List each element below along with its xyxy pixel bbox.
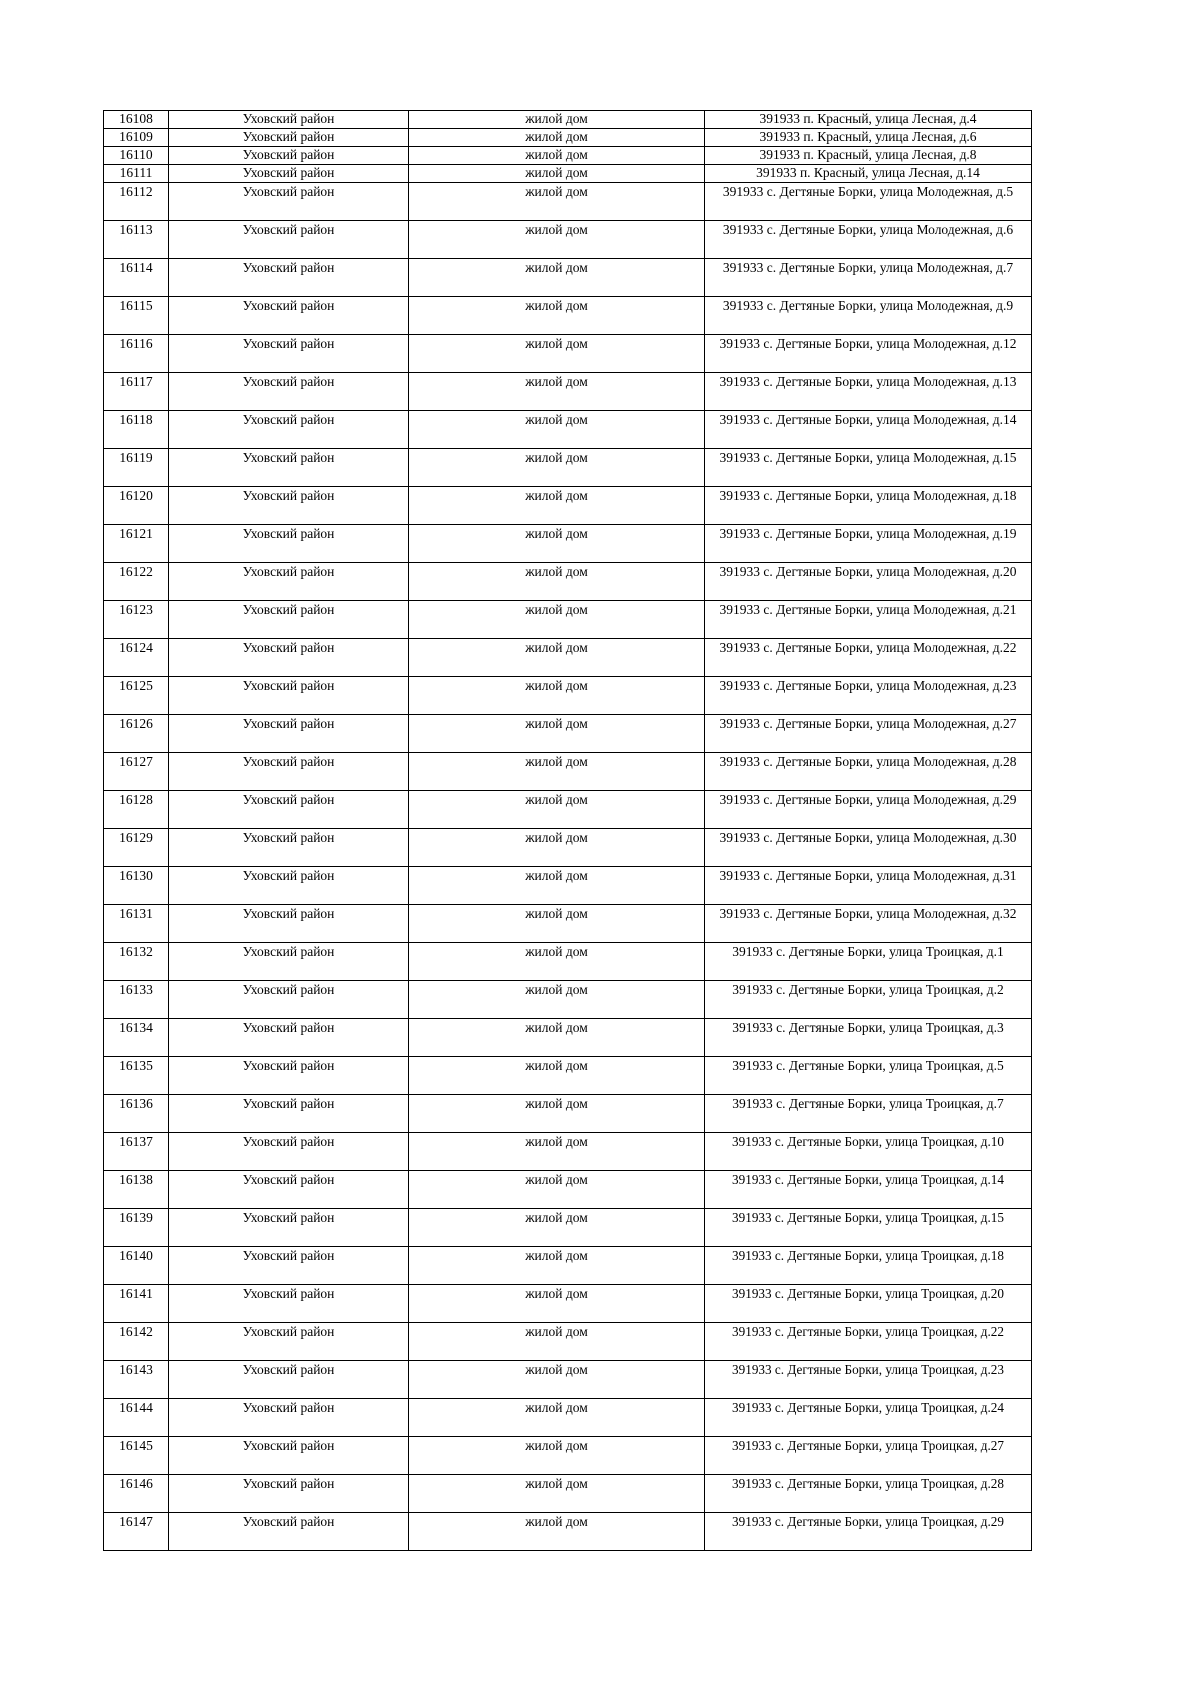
district-cell: Уховский район [169, 373, 409, 411]
table-row [104, 829, 1032, 867]
record-number-cell: 16120 [104, 487, 169, 525]
address-cell: 391933 с. Дегтяные Борки, улица Молодежная, д.30 [705, 829, 1032, 867]
address-cell: 391933 с. Дегтяные Борки, улица Троицкая, д.5 [705, 1057, 1032, 1095]
table-row [104, 1513, 1032, 1551]
record-number-cell: 16115 [104, 297, 169, 335]
district-cell: Уховский район [169, 981, 409, 1019]
district-cell: Уховский район [169, 715, 409, 753]
table-row [104, 1399, 1032, 1437]
object-type-cell: жилой дом [409, 1361, 705, 1399]
record-number-cell: 16133 [104, 981, 169, 1019]
district-cell: Уховский район [169, 943, 409, 981]
district-cell: Уховский район [169, 867, 409, 905]
object-type-cell: жилой дом [409, 183, 705, 221]
address-cell: 391933 с. Дегтяные Борки, улица Молодежная, д.14 [705, 411, 1032, 449]
record-number-cell: 16127 [104, 753, 169, 791]
district-cell: Уховский район [169, 1361, 409, 1399]
record-number-cell: 16129 [104, 829, 169, 867]
record-number-cell: 16136 [104, 1095, 169, 1133]
record-number-cell: 16109 [104, 129, 169, 147]
object-type-cell: жилой дом [409, 1513, 705, 1551]
object-type-cell: жилой дом [409, 1437, 705, 1475]
record-number-cell: 16116 [104, 335, 169, 373]
record-number-cell: 16119 [104, 449, 169, 487]
object-type-cell: жилой дом [409, 1475, 705, 1513]
district-cell: Уховский район [169, 147, 409, 165]
district-cell: Уховский район [169, 297, 409, 335]
table-row [104, 1323, 1032, 1361]
record-number-cell: 16134 [104, 1019, 169, 1057]
record-number-cell: 16118 [104, 411, 169, 449]
address-cell: 391933 с. Дегтяные Борки, улица Молодежная, д.22 [705, 639, 1032, 677]
address-cell: 391933 с. Дегтяные Борки, улица Троицкая, д.23 [705, 1361, 1032, 1399]
table-row [104, 221, 1032, 259]
object-type-cell: жилой дом [409, 165, 705, 183]
district-cell: Уховский район [169, 525, 409, 563]
table-row [104, 411, 1032, 449]
district-cell: Уховский район [169, 563, 409, 601]
district-cell: Уховский район [169, 1209, 409, 1247]
address-cell: 391933 с. Дегтяные Борки, улица Молодежная, д.28 [705, 753, 1032, 791]
object-type-cell: жилой дом [409, 601, 705, 639]
address-cell: 391933 с. Дегтяные Борки, улица Молодежная, д.15 [705, 449, 1032, 487]
record-number-cell: 16131 [104, 905, 169, 943]
object-type-cell: жилой дом [409, 1019, 705, 1057]
table-row [104, 1285, 1032, 1323]
district-cell: Уховский район [169, 129, 409, 147]
address-cell: 391933 с. Дегтяные Борки, улица Троицкая, д.27 [705, 1437, 1032, 1475]
table-row [104, 905, 1032, 943]
record-number-cell: 16141 [104, 1285, 169, 1323]
address-cell: 391933 с. Дегтяные Борки, улица Троицкая, д.28 [705, 1475, 1032, 1513]
district-cell: Уховский район [169, 1247, 409, 1285]
address-cell: 391933 п. Красный, улица Лесная, д.6 [705, 129, 1032, 147]
object-type-cell: жилой дом [409, 297, 705, 335]
object-type-cell: жилой дом [409, 981, 705, 1019]
object-type-cell: жилой дом [409, 1247, 705, 1285]
object-type-cell: жилой дом [409, 335, 705, 373]
address-table-body [104, 111, 1032, 1551]
object-type-cell: жилой дом [409, 111, 705, 129]
record-number-cell: 16123 [104, 601, 169, 639]
object-type-cell: жилой дом [409, 373, 705, 411]
object-type-cell: жилой дом [409, 525, 705, 563]
object-type-cell: жилой дом [409, 221, 705, 259]
object-type-cell: жилой дом [409, 487, 705, 525]
address-cell: 391933 п. Красный, улица Лесная, д.14 [705, 165, 1032, 183]
record-number-cell: 16113 [104, 221, 169, 259]
object-type-cell: жилой дом [409, 129, 705, 147]
object-type-cell: жилой дом [409, 147, 705, 165]
object-type-cell: жилой дом [409, 1285, 705, 1323]
district-cell: Уховский район [169, 1285, 409, 1323]
address-cell: 391933 с. Дегтяные Борки, улица Молодежная, д.20 [705, 563, 1032, 601]
table-row [104, 1247, 1032, 1285]
district-cell: Уховский район [169, 601, 409, 639]
address-cell: 391933 с. Дегтяные Борки, улица Молодежная, д.31 [705, 867, 1032, 905]
table-row [104, 753, 1032, 791]
table-row [104, 639, 1032, 677]
table-row [104, 525, 1032, 563]
record-number-cell: 16143 [104, 1361, 169, 1399]
district-cell: Уховский район [169, 1095, 409, 1133]
table-row [104, 165, 1032, 183]
district-cell: Уховский район [169, 411, 409, 449]
record-number-cell: 16111 [104, 165, 169, 183]
table-row [104, 943, 1032, 981]
district-cell: Уховский район [169, 335, 409, 373]
table-row [104, 715, 1032, 753]
address-cell: 391933 с. Дегтяные Борки, улица Молодежная, д.7 [705, 259, 1032, 297]
district-cell: Уховский район [169, 1057, 409, 1095]
table-row [104, 1475, 1032, 1513]
address-cell: 391933 с. Дегтяные Борки, улица Троицкая, д.22 [705, 1323, 1032, 1361]
district-cell: Уховский район [169, 1475, 409, 1513]
record-number-cell: 16124 [104, 639, 169, 677]
address-cell: 391933 с. Дегтяные Борки, улица Троицкая, д.14 [705, 1171, 1032, 1209]
table-row [104, 1133, 1032, 1171]
address-cell: 391933 п. Красный, улица Лесная, д.8 [705, 147, 1032, 165]
address-cell: 391933 п. Красный, улица Лесная, д.4 [705, 111, 1032, 129]
record-number-cell: 16140 [104, 1247, 169, 1285]
district-cell: Уховский район [169, 1171, 409, 1209]
record-number-cell: 16147 [104, 1513, 169, 1551]
object-type-cell: жилой дом [409, 943, 705, 981]
district-cell: Уховский район [169, 753, 409, 791]
address-cell: 391933 с. Дегтяные Борки, улица Молодежная, д.21 [705, 601, 1032, 639]
record-number-cell: 16121 [104, 525, 169, 563]
table-row [104, 1171, 1032, 1209]
address-cell: 391933 с. Дегтяные Борки, улица Троицкая, д.1 [705, 943, 1032, 981]
record-number-cell: 16142 [104, 1323, 169, 1361]
object-type-cell: жилой дом [409, 1171, 705, 1209]
record-number-cell: 16122 [104, 563, 169, 601]
district-cell: Уховский район [169, 1399, 409, 1437]
table-row [104, 981, 1032, 1019]
district-cell: Уховский район [169, 111, 409, 129]
object-type-cell: жилой дом [409, 259, 705, 297]
address-cell: 391933 с. Дегтяные Борки, улица Молодежная, д.23 [705, 677, 1032, 715]
address-cell: 391933 с. Дегтяные Борки, улица Троицкая, д.29 [705, 1513, 1032, 1551]
record-number-cell: 16108 [104, 111, 169, 129]
record-number-cell: 16145 [104, 1437, 169, 1475]
object-type-cell: жилой дом [409, 1323, 705, 1361]
address-cell: 391933 с. Дегтяные Борки, улица Троицкая, д.15 [705, 1209, 1032, 1247]
object-type-cell: жилой дом [409, 1133, 705, 1171]
object-type-cell: жилой дом [409, 715, 705, 753]
record-number-cell: 16137 [104, 1133, 169, 1171]
address-cell: 391933 с. Дегтяные Борки, улица Троицкая, д.10 [705, 1133, 1032, 1171]
record-number-cell: 16146 [104, 1475, 169, 1513]
object-type-cell: жилой дом [409, 1209, 705, 1247]
district-cell: Уховский район [169, 905, 409, 943]
object-type-cell: жилой дом [409, 753, 705, 791]
address-cell: 391933 с. Дегтяные Борки, улица Молодежная, д.32 [705, 905, 1032, 943]
object-type-cell: жилой дом [409, 905, 705, 943]
record-number-cell: 16126 [104, 715, 169, 753]
district-cell: Уховский район [169, 1513, 409, 1551]
record-number-cell: 16110 [104, 147, 169, 165]
table-row [104, 487, 1032, 525]
district-cell: Уховский район [169, 829, 409, 867]
address-cell: 391933 с. Дегтяные Борки, улица Троицкая, д.24 [705, 1399, 1032, 1437]
object-type-cell: жилой дом [409, 449, 705, 487]
address-cell: 391933 с. Дегтяные Борки, улица Троицкая, д.7 [705, 1095, 1032, 1133]
record-number-cell: 16144 [104, 1399, 169, 1437]
object-type-cell: жилой дом [409, 829, 705, 867]
district-cell: Уховский район [169, 1133, 409, 1171]
object-type-cell: жилой дом [409, 677, 705, 715]
district-cell: Уховский район [169, 183, 409, 221]
table-row [104, 1361, 1032, 1399]
table-row [104, 601, 1032, 639]
table-row [104, 183, 1032, 221]
district-cell: Уховский район [169, 165, 409, 183]
record-number-cell: 16125 [104, 677, 169, 715]
district-cell: Уховский район [169, 449, 409, 487]
table-row [104, 1209, 1032, 1247]
address-cell: 391933 с. Дегтяные Борки, улица Молодежная, д.6 [705, 221, 1032, 259]
object-type-cell: жилой дом [409, 1057, 705, 1095]
record-number-cell: 16112 [104, 183, 169, 221]
district-cell: Уховский район [169, 677, 409, 715]
address-cell: 391933 с. Дегтяные Борки, улица Троицкая, д.20 [705, 1285, 1032, 1323]
address-cell: 391933 с. Дегтяные Борки, улица Молодежная, д.12 [705, 335, 1032, 373]
record-number-cell: 16138 [104, 1171, 169, 1209]
object-type-cell: жилой дом [409, 639, 705, 677]
table-row [104, 1437, 1032, 1475]
district-cell: Уховский район [169, 221, 409, 259]
record-number-cell: 16132 [104, 943, 169, 981]
table-row [104, 677, 1032, 715]
address-cell: 391933 с. Дегтяные Борки, улица Троицкая, д.18 [705, 1247, 1032, 1285]
address-cell: 391933 с. Дегтяные Борки, улица Молодежная, д.27 [705, 715, 1032, 753]
address-cell: 391933 с. Дегтяные Борки, улица Молодежная, д.5 [705, 183, 1032, 221]
table-row [104, 147, 1032, 165]
district-cell: Уховский район [169, 1323, 409, 1361]
table-row [104, 1095, 1032, 1133]
table-row [104, 867, 1032, 905]
address-cell: 391933 с. Дегтяные Борки, улица Молодежная, д.29 [705, 791, 1032, 829]
object-type-cell: жилой дом [409, 563, 705, 601]
address-cell: 391933 с. Дегтяные Борки, улица Молодежная, д.13 [705, 373, 1032, 411]
address-cell: 391933 с. Дегтяные Борки, улица Троицкая, д.2 [705, 981, 1032, 1019]
district-cell: Уховский район [169, 1019, 409, 1057]
district-cell: Уховский район [169, 259, 409, 297]
district-cell: Уховский район [169, 791, 409, 829]
object-type-cell: жилой дом [409, 411, 705, 449]
table-row [104, 297, 1032, 335]
district-cell: Уховский район [169, 1437, 409, 1475]
object-type-cell: жилой дом [409, 867, 705, 905]
address-cell: 391933 с. Дегтяные Борки, улица Молодежная, д.19 [705, 525, 1032, 563]
object-type-cell: жилой дом [409, 1399, 705, 1437]
table-row [104, 259, 1032, 297]
district-cell: Уховский район [169, 639, 409, 677]
record-number-cell: 16114 [104, 259, 169, 297]
record-number-cell: 16135 [104, 1057, 169, 1095]
table-row [104, 129, 1032, 147]
record-number-cell: 16139 [104, 1209, 169, 1247]
table-row [104, 563, 1032, 601]
record-number-cell: 16130 [104, 867, 169, 905]
address-cell: 391933 с. Дегтяные Борки, улица Молодежная, д.9 [705, 297, 1032, 335]
record-number-cell: 16117 [104, 373, 169, 411]
table-row [104, 449, 1032, 487]
address-table [103, 110, 1032, 1551]
table-row [104, 111, 1032, 129]
table-row [104, 1057, 1032, 1095]
table-row [104, 373, 1032, 411]
address-cell: 391933 с. Дегтяные Борки, улица Молодежная, д.18 [705, 487, 1032, 525]
object-type-cell: жилой дом [409, 1095, 705, 1133]
table-row [104, 1019, 1032, 1057]
record-number-cell: 16128 [104, 791, 169, 829]
table-row [104, 791, 1032, 829]
address-cell: 391933 с. Дегтяные Борки, улица Троицкая, д.3 [705, 1019, 1032, 1057]
table-row [104, 335, 1032, 373]
district-cell: Уховский район [169, 487, 409, 525]
object-type-cell: жилой дом [409, 791, 705, 829]
